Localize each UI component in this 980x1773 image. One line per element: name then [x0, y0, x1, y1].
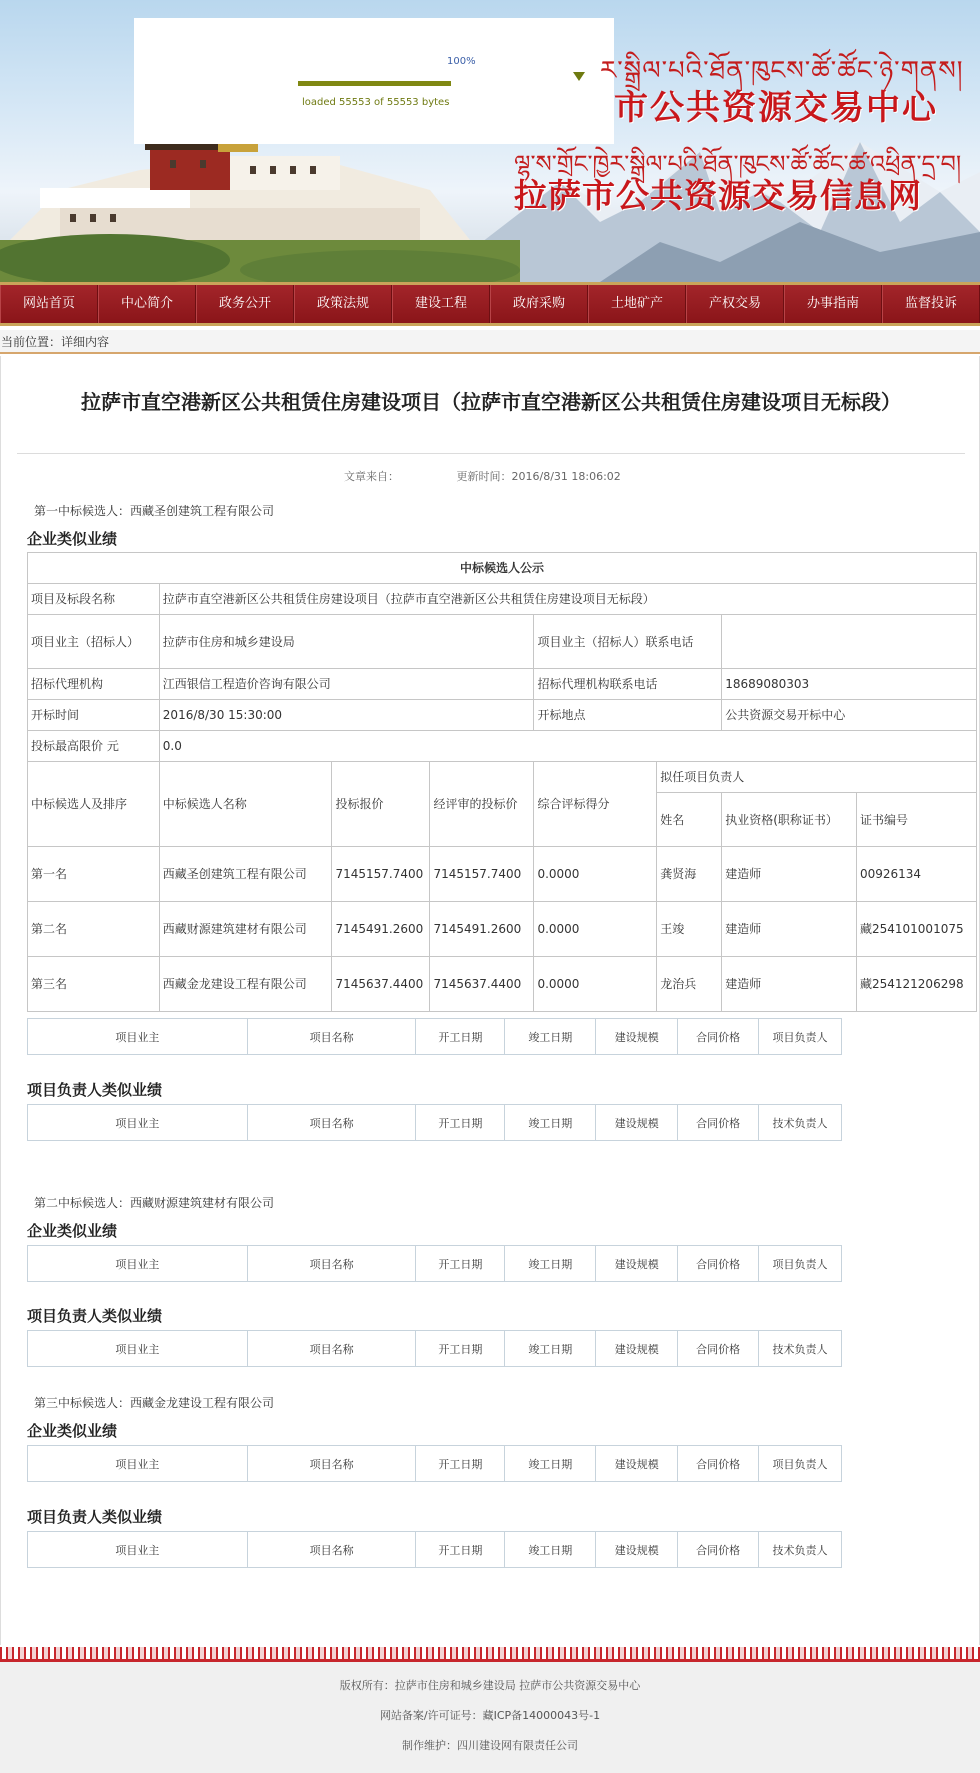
perf-col: 竣工日期 — [505, 1019, 596, 1055]
row-bid: 7145637.4400 — [332, 957, 430, 1012]
perf-col: 项目业主 — [28, 1532, 248, 1568]
footer-maker: 制作维护：四川建设网有限责任公司 — [402, 1739, 578, 1752]
col-rank: 中标候选人及排序 — [28, 762, 160, 847]
table-row — [28, 902, 977, 957]
article-source: 文章来自： — [344, 470, 399, 483]
article-content — [0, 356, 980, 1645]
section-manager-perf-2: 项目负责人类似业绩 — [27, 1307, 163, 1325]
nav-gov-affairs[interactable]: 政务公开 — [196, 285, 294, 323]
footer — [0, 1662, 980, 1773]
perf-col: 项目名称 — [247, 1532, 416, 1568]
company-perf-table-3 — [27, 1445, 842, 1482]
nav-about[interactable]: 中心简介 — [98, 285, 196, 323]
row-rank: 第一名 — [28, 847, 160, 902]
tibetan-title-1: ར་སྒྲིལ་པའི་ཐོན་ཁུངས་ཚོ་ཚོང་ཉེ་གནས། — [600, 56, 964, 86]
first-candidate: 第一中标候选人：西藏圣创建筑工程有限公司 — [34, 504, 275, 518]
row-manager: 龚贤海 — [657, 847, 722, 902]
col-manager-name: 姓名 — [657, 793, 722, 847]
article-meta — [344, 468, 675, 484]
perf-col: 合同价格 — [678, 1532, 759, 1568]
perf-col: 合同价格 — [678, 1019, 759, 1055]
row-score: 0.0000 — [534, 847, 657, 902]
section-company-perf-1: 企业类似业绩 — [27, 530, 118, 548]
perf-col: 竣工日期 — [505, 1246, 596, 1282]
perf-col: 项目业主 — [28, 1105, 248, 1141]
col-name: 中标候选人名称 — [159, 762, 332, 847]
owner-label: 项目业主（招标人） — [28, 615, 160, 669]
breadcrumb: 当前位置：详细内容 — [0, 330, 980, 354]
owner-value: 拉萨市住房和城乡建设局 — [159, 615, 534, 669]
open-time-label: 开标时间 — [28, 700, 160, 731]
perf-col: 竣工日期 — [505, 1331, 596, 1367]
manager-perf-table-2 — [27, 1330, 842, 1367]
col-manager-group: 拟任项目负责人 — [657, 762, 977, 793]
perf-col: 建设规模 — [596, 1532, 678, 1568]
row-reviewed: 7145157.7400 — [430, 847, 534, 902]
owner-phone-label: 项目业主（招标人）联系电话 — [534, 615, 722, 669]
nav-land[interactable]: 土地矿产 — [588, 285, 686, 323]
flash-loader — [134, 18, 614, 144]
perf-col: 竣工日期 — [505, 1105, 596, 1141]
loader-status: loaded 55553 of 55553 bytes — [302, 97, 450, 108]
company-perf-table-2 — [27, 1245, 842, 1282]
row-cert: 藏254101001075 — [856, 902, 976, 957]
open-place-label: 开标地点 — [534, 700, 722, 731]
perf-col: 开工日期 — [416, 1331, 505, 1367]
perf-col: 合同价格 — [678, 1246, 759, 1282]
nav-home[interactable]: 网站首页 — [0, 285, 98, 323]
section-manager-perf-3: 项目负责人类似业绩 — [27, 1508, 163, 1526]
nav-complaint[interactable]: 监督投诉 — [882, 285, 980, 323]
owner-phone-value — [722, 615, 977, 669]
row-qual: 建造师 — [722, 902, 857, 957]
agency-label: 招标代理机构 — [28, 669, 160, 700]
perf-col: 开工日期 — [416, 1105, 505, 1141]
table-row — [28, 957, 977, 1012]
col-score: 综合评标得分 — [534, 762, 657, 847]
row-bid: 7145491.2600 — [332, 902, 430, 957]
row-manager: 王竣 — [657, 902, 722, 957]
nav-guide[interactable]: 办事指南 — [784, 285, 882, 323]
perf-col: 项目业主 — [28, 1019, 248, 1055]
perf-col: 项目负责人 — [759, 1246, 842, 1282]
third-candidate: 第三中标候选人：西藏金龙建设工程有限公司 — [34, 1396, 275, 1410]
section-company-perf-3: 企业类似业绩 — [27, 1422, 118, 1440]
table-row — [28, 847, 977, 902]
perf-col: 项目业主 — [28, 1446, 248, 1482]
notice-heading: 中标候选人公示 — [28, 553, 977, 584]
perf-col: 项目名称 — [247, 1331, 416, 1367]
col-bid: 投标报价 — [332, 762, 430, 847]
nav-property[interactable]: 产权交易 — [686, 285, 784, 323]
row-rank: 第三名 — [28, 957, 160, 1012]
manager-perf-table-3 — [27, 1531, 842, 1568]
article-title: 拉萨市直空港新区公共租赁住房建设项目（拉萨市直空港新区公共租赁住房建设项目无标段） — [81, 390, 901, 414]
footer-pattern-border — [0, 1647, 980, 1659]
row-reviewed: 7145491.2600 — [430, 902, 534, 957]
open-place-value: 公共资源交易开标中心 — [722, 700, 977, 731]
row-cert: 藏254121206298 — [856, 957, 976, 1012]
row-score: 0.0000 — [534, 957, 657, 1012]
nav-policy[interactable]: 政策法规 — [294, 285, 392, 323]
row-score: 0.0000 — [534, 902, 657, 957]
perf-col: 项目名称 — [247, 1446, 416, 1482]
project-value: 拉萨市直空港新区公共租赁住房建设项目（拉萨市直空港新区公共租赁住房建设项目无标段） — [159, 584, 976, 615]
section-manager-perf-1: 项目负责人类似业绩 — [27, 1081, 163, 1099]
footer-copyright: 版权所有：拉萨市住房和城乡建设局 拉萨市公共资源交易中心 — [339, 1679, 641, 1692]
perf-col: 项目名称 — [247, 1019, 416, 1055]
title-divider — [17, 453, 965, 454]
manager-perf-table-1 — [27, 1104, 842, 1141]
nav-construction[interactable]: 建设工程 — [392, 285, 490, 323]
row-cert: 00926134 — [856, 847, 976, 902]
agency-phone-value: 18689080303 — [722, 669, 977, 700]
row-name: 西藏财源建筑建材有限公司 — [159, 902, 332, 957]
perf-col: 建设规模 — [596, 1019, 678, 1055]
open-time-value: 2016/8/30 15:30:00 — [159, 700, 534, 731]
row-manager: 龙治兵 — [657, 957, 722, 1012]
loader-progress-bar — [298, 81, 451, 86]
perf-col: 开工日期 — [416, 1246, 505, 1282]
row-name: 西藏金龙建设工程有限公司 — [159, 957, 332, 1012]
perf-col: 合同价格 — [678, 1331, 759, 1367]
footer-icp: 网站备案/许可证号：藏ICP备14000043号-1 — [379, 1709, 601, 1722]
header-banner — [0, 0, 980, 282]
company-perf-table-1 — [27, 1018, 842, 1055]
max-price-label: 投标最高限价 元 — [28, 731, 160, 762]
site-center-name: 市公共资源交易中心 — [614, 88, 938, 128]
row-name: 西藏圣创建筑工程有限公司 — [159, 847, 332, 902]
perf-col: 开工日期 — [416, 1446, 505, 1482]
perf-col: 竣工日期 — [505, 1446, 596, 1482]
perf-col: 开工日期 — [416, 1019, 505, 1055]
nav-procurement[interactable]: 政府采购 — [490, 285, 588, 323]
col-manager-qual: 执业资格(职称证书） — [722, 793, 857, 847]
perf-col: 竣工日期 — [505, 1532, 596, 1568]
project-label: 项目及标段名称 — [28, 584, 160, 615]
second-candidate: 第二中标候选人：西藏财源建筑建材有限公司 — [34, 1196, 275, 1210]
loader-arrow-icon — [573, 72, 585, 81]
col-reviewed: 经评审的投标价 — [430, 762, 534, 847]
section-company-perf-2: 企业类似业绩 — [27, 1222, 118, 1240]
row-reviewed: 7145637.4400 — [430, 957, 534, 1012]
row-rank: 第二名 — [28, 902, 160, 957]
loader-percent: 100% — [447, 56, 476, 67]
perf-col: 技术负责人 — [759, 1532, 842, 1568]
perf-col: 项目名称 — [247, 1246, 416, 1282]
col-manager-cert: 证书编号 — [856, 793, 976, 847]
perf-col: 项目负责人 — [759, 1446, 842, 1482]
perf-col: 建设规模 — [596, 1331, 678, 1367]
perf-col: 合同价格 — [678, 1105, 759, 1141]
perf-col: 开工日期 — [416, 1532, 505, 1568]
site-info-name: 拉萨市公共资源交易信息网 — [514, 176, 922, 215]
article-update-time: 更新时间：2016/8/31 18:06:02 — [456, 470, 621, 483]
row-bid: 7145157.7400 — [332, 847, 430, 902]
max-price-value: 0.0 — [159, 731, 976, 762]
perf-col: 项目名称 — [247, 1105, 416, 1141]
row-qual: 建造师 — [722, 957, 857, 1012]
perf-col: 项目负责人 — [759, 1019, 842, 1055]
perf-col: 技术负责人 — [759, 1105, 842, 1141]
candidate-notice-table — [27, 552, 977, 1012]
main-nav — [0, 282, 980, 326]
row-qual: 建造师 — [722, 847, 857, 902]
perf-col: 合同价格 — [678, 1446, 759, 1482]
tibetan-title-2: ལྷ་ས་གྲོང་ཁྱེར་སྒྲིལ་པའི་ཐོན་ཁུངས་ཚོ་ཚོང་ཚ་འཕྲིན་དྲ་བ། — [514, 150, 962, 178]
perf-col: 建设规模 — [596, 1105, 678, 1141]
agency-phone-label: 招标代理机构联系电话 — [534, 669, 722, 700]
perf-col: 项目业主 — [28, 1246, 248, 1282]
perf-col: 项目业主 — [28, 1331, 248, 1367]
perf-col: 建设规模 — [596, 1246, 678, 1282]
palace-illustration — [0, 130, 520, 282]
agency-value: 江西银信工程造价咨询有限公司 — [159, 669, 534, 700]
perf-col: 技术负责人 — [759, 1331, 842, 1367]
perf-col: 建设规模 — [596, 1446, 678, 1482]
